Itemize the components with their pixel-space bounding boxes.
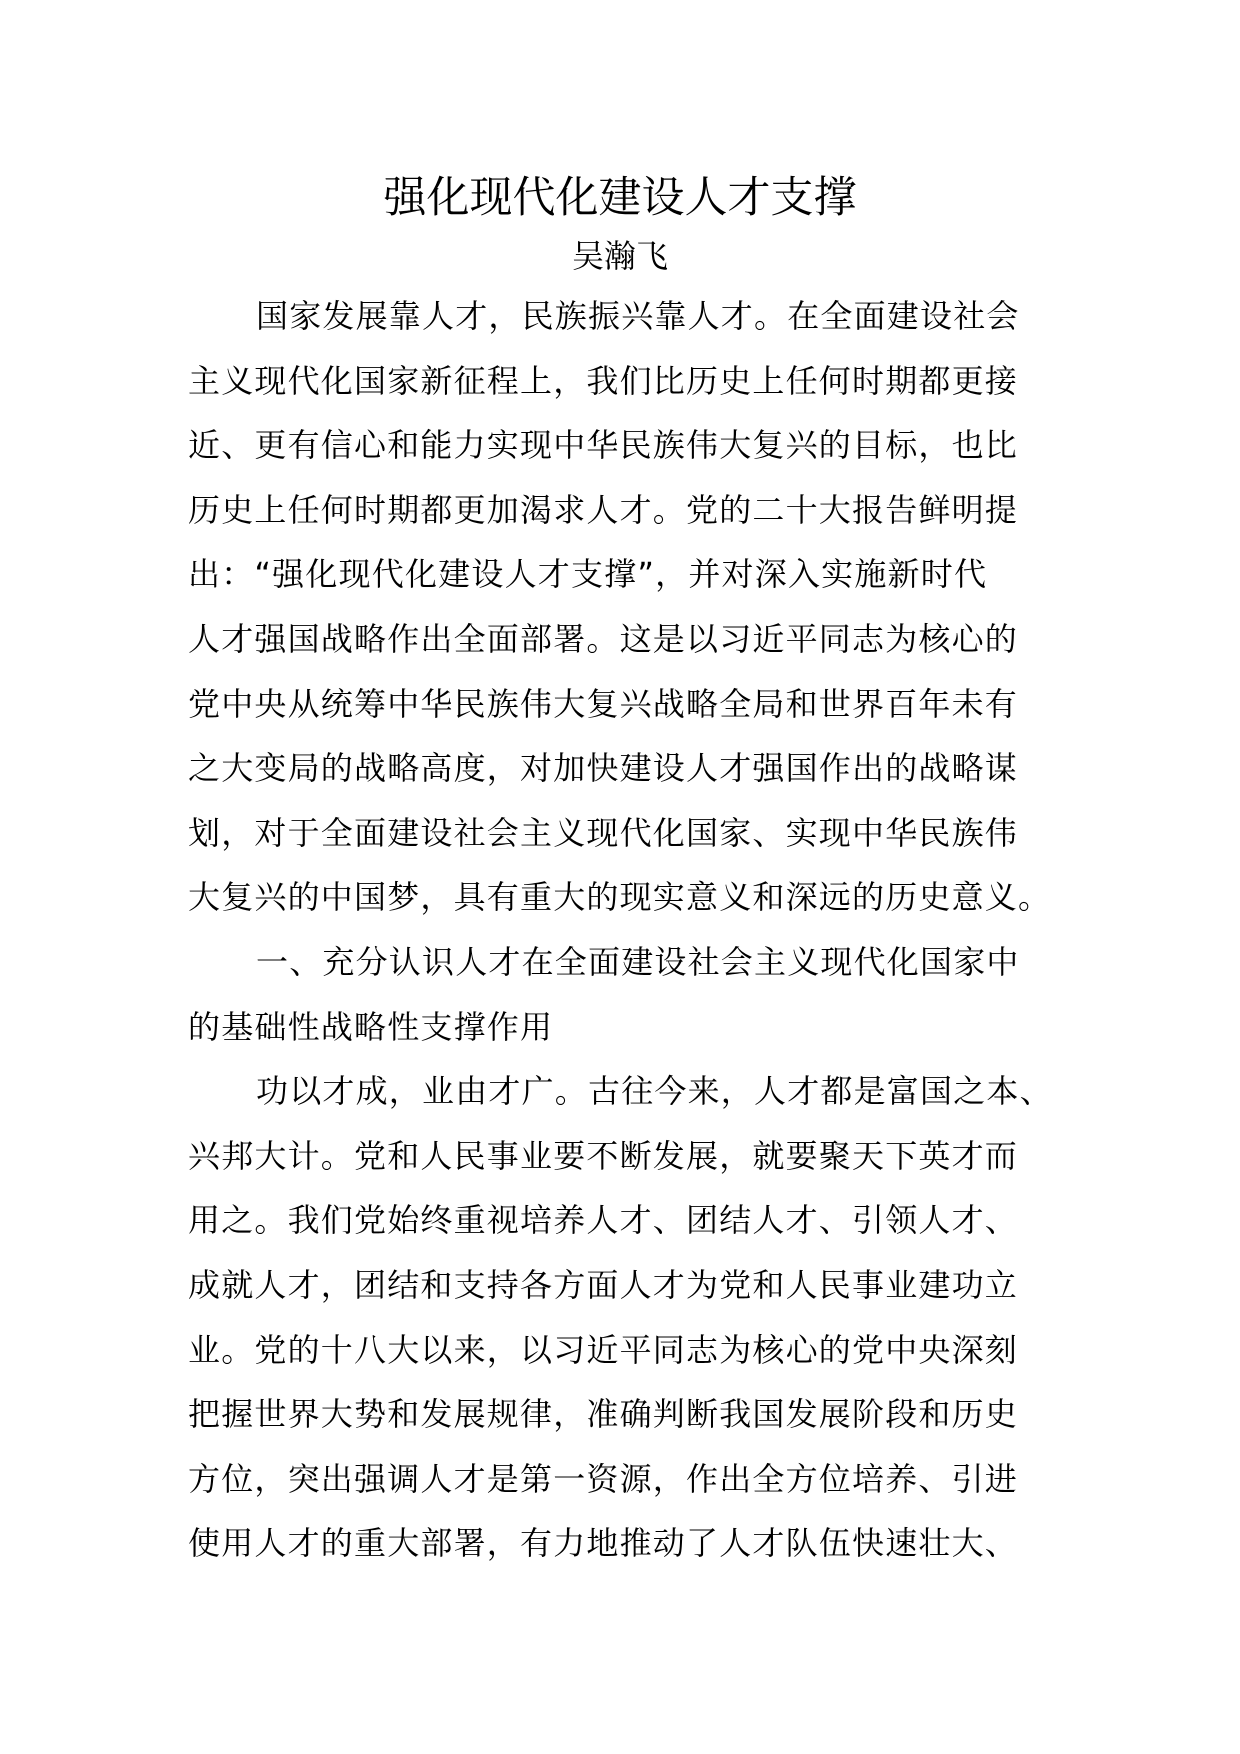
paragraph-section-1 xyxy=(188,1059,1052,1576)
text-line: 国家发展靠人才，民族振兴靠人才。在全面建设社会 xyxy=(256,297,1020,335)
text-line: 用之。我们党始终重视培养人才、团结人才、引领人才、 xyxy=(188,1201,1019,1240)
text-line: 一、充分认识人才在全面建设社会主义现代化国家中 xyxy=(256,942,1020,981)
text-line: 主义现代化国家新征程上，我们比历史上任何时期都更接 xyxy=(188,361,1019,400)
text-line: 近、更有信心和能力实现中华民族伟大复兴的目标，也比 xyxy=(188,426,1019,465)
document-page xyxy=(188,168,1052,1576)
document-title: 强化现代化建设人才支撑 xyxy=(383,173,857,223)
text-line: 兴邦大计。党和人民事业要不断发展，就要聚天下英才而 xyxy=(188,1136,1019,1175)
text-line: 党中央从统筹中华民族伟大复兴战略全局和世界百年未有 xyxy=(188,684,1019,723)
document-author: 吴瀚飞 xyxy=(571,237,668,275)
text-line: 的基础性战略性支撑作用 xyxy=(188,1007,554,1046)
text-line: 划，对于全面建设社会主义现代化国家、实现中华民族伟 xyxy=(188,813,1019,852)
text-line: 之大变局的战略高度，对加快建设人才强国作出的战略谋 xyxy=(188,749,1019,788)
text-line: 业。党的十八大以来，以习近平同志为核心的党中央深刻 xyxy=(188,1330,1019,1369)
text-line: 把握世界大势和发展规律，准确判断我国发展阶段和历史 xyxy=(188,1395,1019,1434)
text-line: 大复兴的中国梦，具有重大的现实意义和深远的历史意义。 xyxy=(188,878,1052,917)
text-line: 使用人才的重大部署，有力地推动了人才队伍快速壮大、 xyxy=(188,1524,1019,1563)
text-line: 成就人才，团结和支持各方面人才为党和人民事业建功立 xyxy=(188,1265,1019,1304)
text-line: 历史上任何时期都更加渴求人才。党的二十大报告鲜明提 xyxy=(188,490,1019,529)
section-heading-1 xyxy=(188,930,1052,1059)
text-line: 方位，突出强调人才是第一资源，作出全方位培养、引进 xyxy=(188,1459,1019,1498)
text-line: 人才强国战略作出全面部署。这是以习近平同志为核心的 xyxy=(188,619,1019,658)
text-line: 功以才成，业由才广。古往今来，人才都是富国之本、 xyxy=(256,1072,1053,1111)
paragraph-intro xyxy=(188,284,1052,930)
text-line: 出：“强化现代化建设人才支撑”，并对深入实施新时代 xyxy=(188,555,988,594)
